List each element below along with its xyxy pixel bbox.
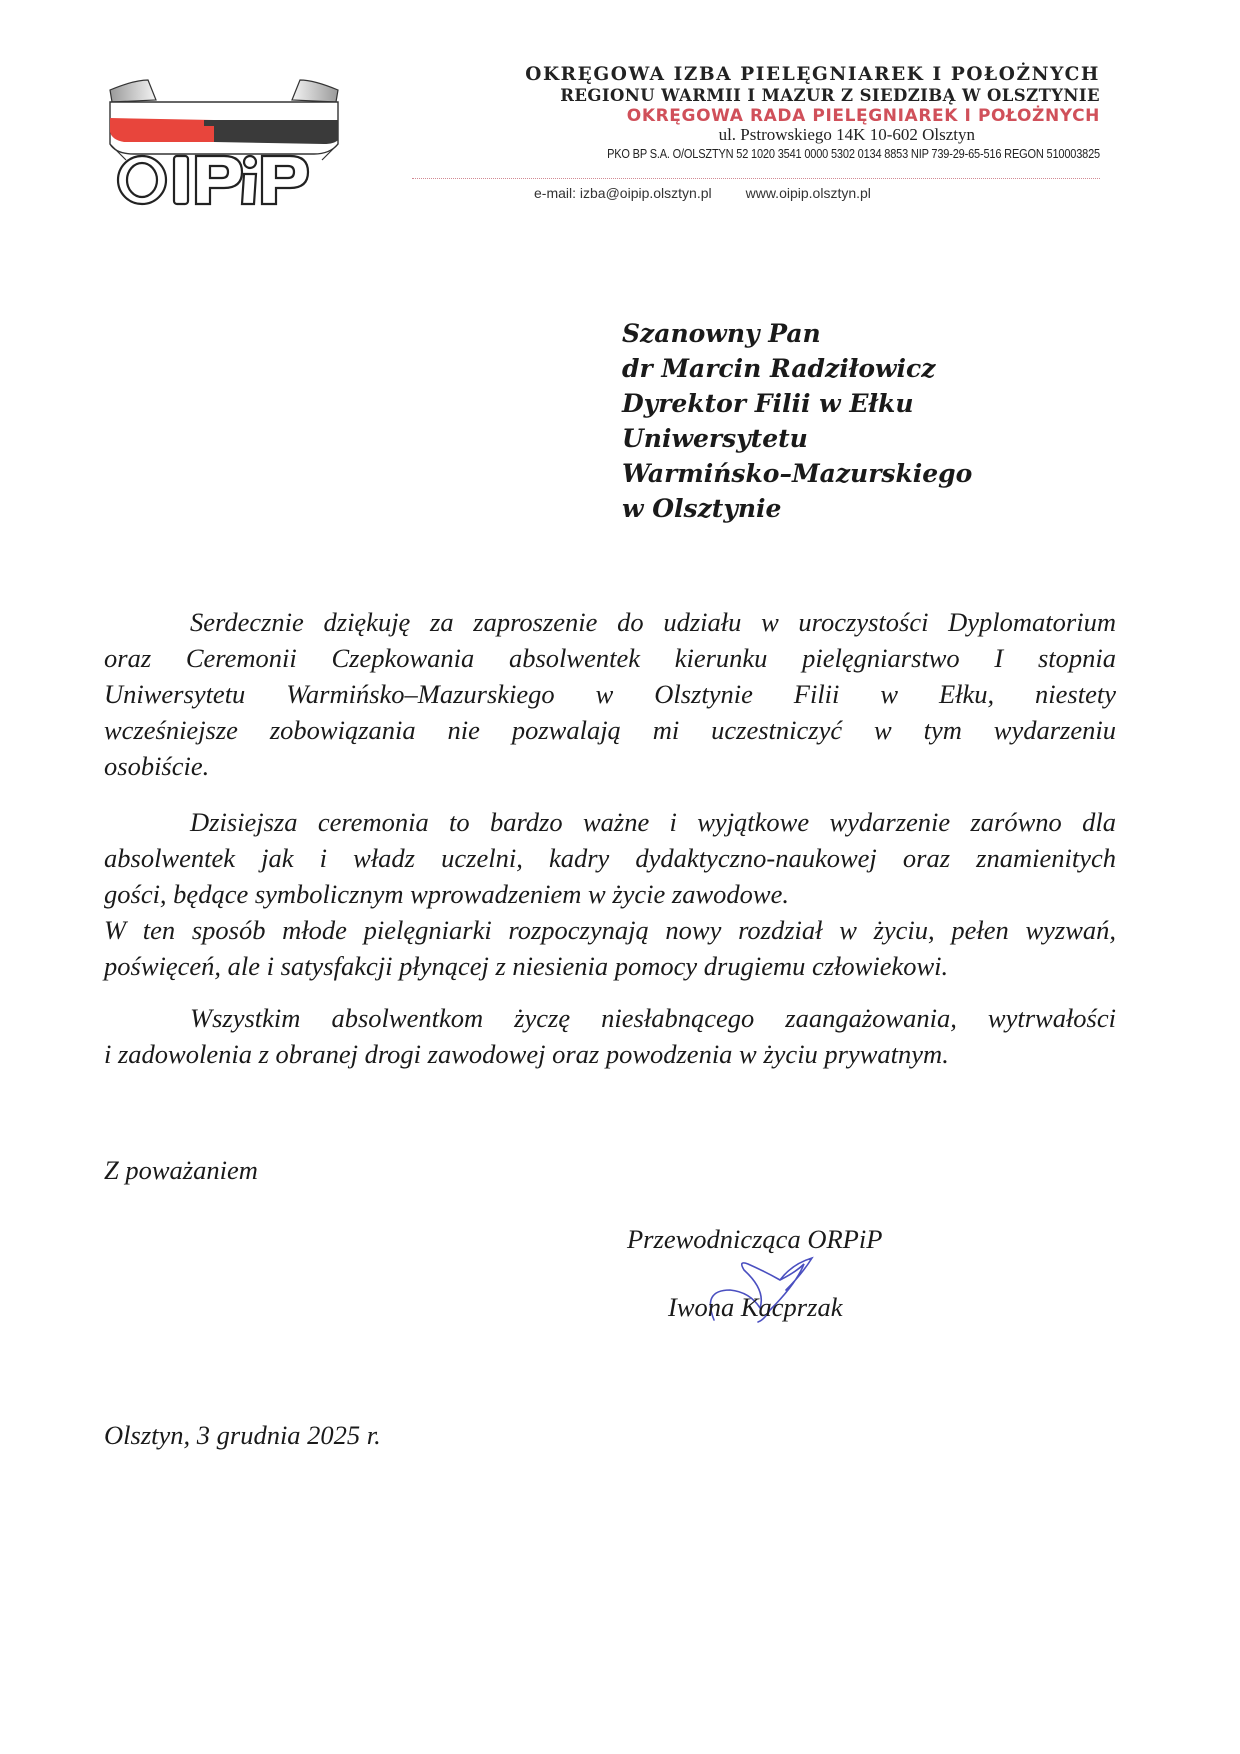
text-line: poświęceń, ale i satysfakcji płynącej z niesienia pomocy drugiemu człowiekowi. (104, 951, 949, 981)
website-link[interactable]: www.oipip.olsztyn.pl (745, 185, 871, 201)
email-link[interactable]: e-mail: izba@oipip.olsztyn.pl (534, 185, 712, 201)
closing-salutation: Z poważaniem (104, 1155, 258, 1185)
recipient-line: Warmińsko–Mazurskiego (622, 459, 973, 488)
council-name: OKRĘGOWA RADA PIELĘGNIAREK I POŁOŻNYCH (626, 106, 1100, 126)
paragraph-thanks (104, 604, 1116, 784)
text-line: oraz Ceremonii Czepkowania absolwentek kierunku pielęgniarstwo I stopnia (104, 643, 1116, 673)
recipient-line: Szanowny Pan (622, 319, 821, 348)
signatory-role: Przewodnicząca ORPiP (627, 1224, 883, 1254)
recipient-line: Dyrektor Filii w Ełku (622, 389, 914, 418)
chamber-name: OKRĘGOWA IZBA PIELĘGNIAREK I POŁOŻNYCH (525, 64, 1100, 85)
postal-address: ul. Pstrowskiego 14K 10-602 Olsztyn (718, 125, 975, 144)
letterhead (400, 64, 1100, 164)
text-line: Wszystkim absolwentkom życzę niesłabnącego zaangażowania, wytrwałości (190, 1003, 1116, 1033)
contact-line (534, 185, 871, 201)
recipient-line: dr Marcin Radziłowicz (622, 354, 936, 383)
recipient-block (622, 316, 972, 526)
bank-details: PKO BP S.A. O/OLSZTYN 52 1020 3541 0000 5302 0134 8853 NIP 739-29-65-516 REGON 510003825 (607, 147, 1100, 161)
place-and-date: Olsztyn, 3 grudnia 2025 r. (104, 1420, 381, 1450)
text-line: Serdecznie dziękuję za zaproszenie do udziału w uroczystości Dyplomatorium (190, 607, 1116, 637)
recipient-line: w Olsztynie (622, 494, 782, 523)
header-divider (412, 178, 1100, 179)
text-line: i zadowolenia z obranej drogi zawodowej oraz powodzenia w życiu prywatnym. (104, 1039, 949, 1069)
paragraph-wishes (104, 1000, 1116, 1072)
text-line: absolwentek jak i władz uczelni, kadry dydaktyczno-naukowej oraz znamienitych (104, 843, 1116, 873)
chamber-region: REGIONU WARMII I MAZUR Z SIEDZIBĄ W OLSZTYNIE (560, 86, 1100, 105)
text-line: gości, będące symbolicznym wprowadzeniem w życie zawodowe. (104, 879, 789, 909)
text-line: Dzisiejsza ceremonia to bardzo ważne i wyjątkowe wydarzenie zarówno dla (190, 807, 1116, 837)
signatory-name: Iwona Kacprzak (668, 1292, 843, 1322)
text-line: osobiście. (104, 751, 210, 781)
paragraph-ceremony (104, 804, 1116, 984)
oipip-logo (104, 62, 344, 208)
text-line: Uniwersytetu Warmińsko–Mazurskiego w Olsztynie Filii w Ełku, niestety (104, 679, 1116, 709)
text-line: wcześniejsze zobowiązania nie pozwalają mi uczestniczyć w tym wydarzeniu (104, 715, 1116, 745)
recipient-line: Uniwersytetu (622, 424, 808, 453)
text-line: W ten sposób młode pielęgniarki rozpoczynają nowy rozdział w życiu, pełen wyzwań, (104, 915, 1116, 945)
